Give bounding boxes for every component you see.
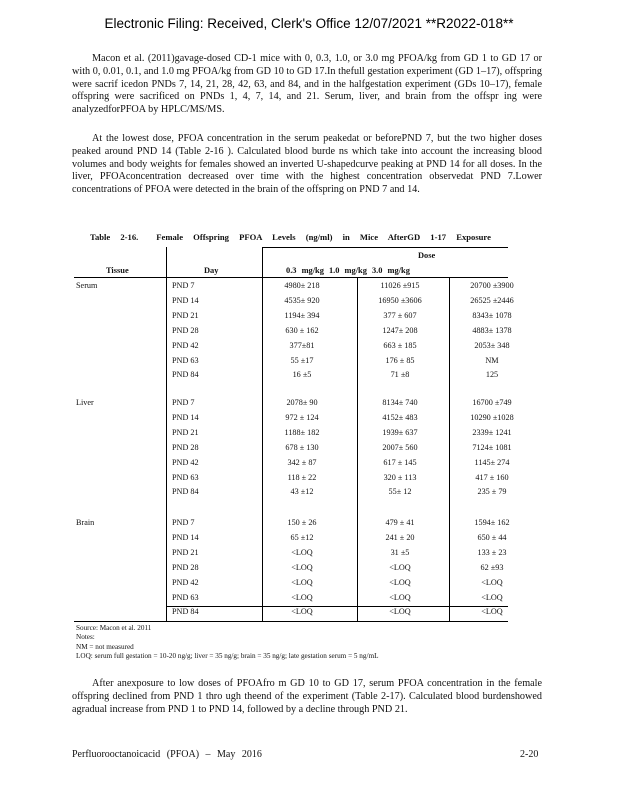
dose-3-0-cell: 20700 ±3900 [470,281,514,290]
dose-3-0-cell: 10290 ±1028 [470,412,514,422]
notes-label: Notes: [76,633,95,642]
dose-1-0-cell: 241 ± 20 [385,532,415,542]
dose-0-3-cell: 65 ±12 [290,532,314,542]
dose-3-0-cell: 4883± 1378 [472,325,512,335]
dose-1-0-cell: 2007± 560 [382,442,418,452]
day-cell: PND 63 [172,472,199,482]
tissue-label: Serum [76,281,98,290]
dose-3-0-cell: 1594± 162 [474,518,510,527]
dose-0-3-cell: 377±81 [289,340,315,350]
dose-0-3-cell: 150 ± 26 [287,518,317,527]
dose-3-0-cell: 16700 ±749 [472,398,512,407]
day-cell: PND 28 [172,325,199,335]
day-cell: PND 7 [172,281,195,290]
table-rule-top [262,247,508,248]
day-column-header: Day [204,266,219,275]
dose-0-3-cell: <LOQ [291,562,313,572]
table-source: Source: Macon et al. 2011 [76,624,152,632]
dose-1-0-cell: <LOQ [389,562,411,572]
dose-1-0-cell: 16950 ±3606 [378,295,422,305]
dose-0-3-cell: 678 ± 130 [285,442,319,452]
day-cell: PND 63 [172,355,199,365]
dose-0-3-cell: 4980± 218 [284,281,320,290]
dose-3-0-cell: 650 ± 44 [477,532,507,542]
dose-0-3-cell: 342 ± 87 [287,457,317,467]
dose-3-0-cell: <LOQ [481,577,503,587]
day-cell: PND 14 [172,295,199,305]
day-cell: PND 42 [172,340,199,350]
tissue-column-header: Tissue [106,266,129,275]
dose-0-3-cell: 4535± 920 [284,295,320,305]
dose-3-0-cell: 26525 ±2446 [470,295,514,305]
dose-3-0-cell: <LOQ [481,592,503,602]
page-number: 2-20 [520,749,539,760]
dose-1-0-cell: 1939± 637 [382,427,418,437]
footer-title: Perfluorooctanoicacid (PFOA) – May 2016 [72,749,262,760]
dose-1-0-cell: 55± 12 [388,487,412,497]
dose-column-headers: 0.3 mg/kg 1.0 mg/kg 3.0 mg/kg [286,266,410,275]
paragraph-2: At the lowest dose, PFOA concentration in the serum peakedat or beforePND 7, but the two higher doses peaked around PND 14 (Table 2-16 ). Calculated blood burde ns which take into account the increasing blood volumes and body weights for females showed an inverted U-shapedcurve peaking at PND 14 for all doses. In the liver, PFOAconcentration decreased over time with the highest concentration observedat PND 7.Lower concentrations of PFOA were detected in the brain of the offspring on PND 7 and 14. [72,133,542,196]
dose-header: Dose [418,251,436,260]
dose-1-0-cell: 8134± 740 [382,398,418,407]
dose-1-0-cell: <LOQ [389,607,411,617]
table-title [90,232,509,242]
table-rule-v1 [166,247,167,622]
day-cell: PND 14 [172,412,199,422]
dose-1-0-cell: 4152± 483 [382,412,418,422]
dose-1-0-cell: 71 ±8 [390,370,410,380]
dose-0-3-cell: 118 ± 22 [287,472,317,482]
dose-0-3-cell: 55 ±17 [290,355,314,365]
day-cell: PND 21 [172,427,199,437]
dose-0-3-cell: 2078± 90 [286,398,318,407]
dose-1-0-cell: 1247± 208 [382,325,418,335]
paragraph-1: Macon et al. (2011)gavage-dosed CD-1 mice with 0, 0.3, 1.0, or 3.0 mg PFOA/kg from GD 1 to GD 17 or with 0, 0.01, 0.1, and 1.0 mg PFOA/kg from GD 10 to GD 17.In thefull gestation experiment (GD 1–17), offspring were sacrif icedon PNDs 7, 14, 21, 28, 42, 63, and 84, and in the halfgestation experiment (GDs 10–17), female offspring were sacrificed on PNDs 1, 4, 7, 14, and 21. Serum, liver, and brain from the offspr ing were analyzedforPFOA by HPLC/MS/MS. [72,53,542,116]
dose-3-0-cell: 133 ± 23 [477,547,507,557]
dose-1-0-cell: 31 ±5 [390,547,410,557]
dose-1-0-cell: 320 ± 113 [383,472,417,482]
dose-3-0-cell: 1145± 274 [474,457,510,467]
dose-3-0-cell: 125 [485,370,499,380]
day-cell: PND 84 [172,370,199,380]
day-cell: PND 42 [172,577,199,587]
dose-0-3-cell: 972 ± 124 [285,412,319,422]
dose-1-0-cell: <LOQ [389,577,411,587]
day-cell: PND 14 [172,532,199,542]
dose-1-0-cell: 663 ± 185 [383,340,417,350]
day-cell: PND 28 [172,442,199,452]
day-cell: PND 7 [172,398,195,407]
table-number: Table 2-16. [90,232,139,242]
dose-1-0-cell: 617 ± 145 [383,457,417,467]
day-cell: PND 21 [172,310,199,320]
dose-3-0-cell: 235 ± 79 [477,487,507,497]
dose-3-0-cell: 2053± 348 [474,340,510,350]
dose-1-0-cell: 479 ± 41 [385,518,415,527]
paragraph-3: After anexposure to low doses of PFOAfro m GD 10 to GD 17, serum PFOA concentration in the female offspring declined from PND 1 thro ugh theend of the experiment (Table 2-17). Calculated blood burdenshowed agradual increase from PND 1 to PND 14, followed by a decline through PND 21. [72,678,542,715]
table-rule-header [74,277,508,278]
dose-3-0-cell: <LOQ [481,607,503,617]
day-cell: PND 63 [172,592,199,602]
day-cell: PND 42 [172,457,199,467]
day-cell: PND 21 [172,547,199,557]
dose-3-0-cell: 7124± 1081 [472,442,512,452]
table-caption: Female Offspring PFOA Levels (ng/ml) in Mice AfterGD 1-17 Exposure [156,232,491,242]
dose-0-3-cell: 16 ±5 [292,370,312,380]
day-cell: PND 84 [172,607,199,617]
dose-1-0-cell: 176 ± 85 [385,355,415,365]
table-rule-bottom [74,621,508,622]
note-loq: LOQ: serum full gestation = 10-20 ng/g; liver = 35 ng/g; brain = 35 ng/g; late gestation serum = 5 ng/mL [76,652,379,661]
table-notes [76,624,378,662]
day-cell: PND 28 [172,562,199,572]
dose-0-3-cell: 1188± 182 [284,427,320,437]
dose-0-3-cell: <LOQ [291,607,313,617]
dose-3-0-cell: 417 ± 160 [475,472,509,482]
dose-3-0-cell: 8343± 1078 [472,310,512,320]
dose-0-3-cell: <LOQ [291,547,313,557]
tissue-label: Liver [76,398,94,407]
dose-3-0-cell: 62 ±93 [480,562,504,572]
dose-1-0-cell: <LOQ [389,592,411,602]
dose-3-0-cell: 2339± 1241 [472,427,512,437]
dose-1-0-cell: 377 ± 607 [383,310,417,320]
dose-0-3-cell: <LOQ [291,592,313,602]
note-nm: NM = not measured [76,642,134,651]
tissue-label: Brain [76,518,95,527]
dose-0-3-cell: 1194± 394 [284,310,320,320]
dose-3-0-cell: NM [485,355,499,365]
filing-header: Electronic Filing: Received, Clerk's Office 12/07/2021 **R2022-018** [104,16,514,31]
day-cell: PND 7 [172,518,195,527]
dose-0-3-cell: 630 ± 162 [285,325,319,335]
dose-0-3-cell: 43 ±12 [290,487,314,497]
dose-1-0-cell: 11026 ±915 [380,281,420,290]
dose-0-3-cell: <LOQ [291,577,313,587]
day-cell: PND 84 [172,487,199,497]
